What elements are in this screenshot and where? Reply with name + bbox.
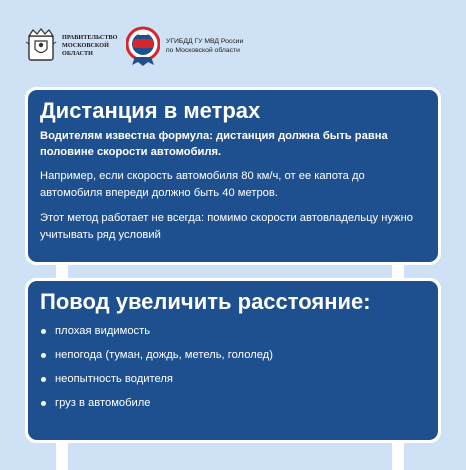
list-item xyxy=(40,323,426,347)
list-item-text: неопытность водителя xyxy=(55,373,173,385)
reasons-sign-title: Повод увеличить расстояние: xyxy=(40,289,371,314)
reasons-sign-panel xyxy=(28,281,438,440)
government-name: ПРАВИТЕЛЬСТВО МОСКОВСКОЙ ОБЛАСТИ xyxy=(62,34,118,57)
example-paragraph: Например, если скорость автомобиля 80 км/ч, от ее капота до автомобиля впереди должно быть 40 метров. xyxy=(40,170,365,199)
list-item-text: плохая видимость xyxy=(55,325,151,337)
list-item xyxy=(40,395,426,419)
formula-lead-text: Водителям известна формула: дистанция должна быть равна половине скорости автомобиля. xyxy=(40,130,388,158)
list-item-text: непогода (туман, дождь, метель, гололед) xyxy=(55,349,273,361)
distance-sign-panel xyxy=(28,90,438,262)
list-item xyxy=(40,371,426,395)
header xyxy=(0,0,466,80)
bullet-icon xyxy=(41,329,46,334)
list-item xyxy=(40,347,426,371)
bullet-icon xyxy=(41,353,46,358)
reasons-list xyxy=(40,323,426,419)
distance-sign-title: Дистанция в метрах xyxy=(40,98,261,123)
bullet-icon xyxy=(41,401,46,406)
caveat-paragraph: Этот метод работает не всегда: помимо скорости автовладельцу нужно учитывать ряд условий xyxy=(40,212,414,241)
list-item-text: груз в автомобиле xyxy=(55,397,151,409)
traffic-police-emblem-icon xyxy=(126,25,160,67)
police-department-name: УГИБДД ГУ МВД России по Московской области xyxy=(166,38,244,54)
bullet-icon xyxy=(41,377,46,382)
moscow-region-coat-of-arms-icon xyxy=(24,27,58,63)
reasons-sign xyxy=(25,278,441,443)
distance-sign xyxy=(25,87,441,265)
